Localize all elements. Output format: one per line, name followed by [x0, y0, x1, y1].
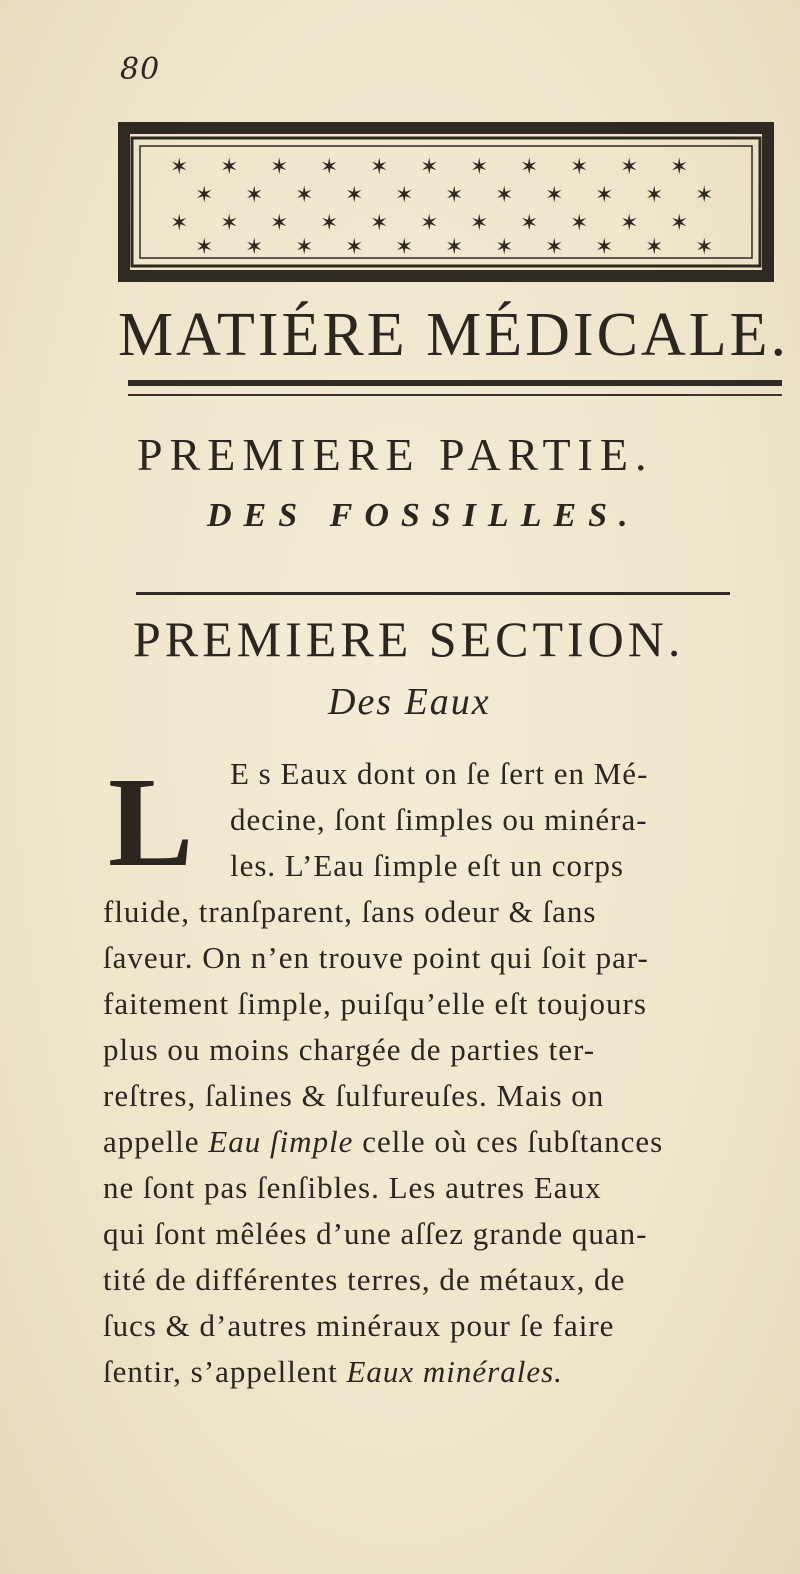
svg-text:✶: ✶ — [170, 155, 189, 180]
page-number: 80 — [120, 52, 161, 87]
svg-text:✶: ✶ — [420, 155, 439, 180]
decorative-header-ornament — [118, 118, 774, 288]
svg-text:✶: ✶ — [245, 235, 264, 260]
svg-text:✶: ✶ — [695, 235, 714, 260]
svg-text:✶: ✶ — [220, 155, 239, 180]
svg-text:✶: ✶ — [195, 183, 214, 208]
svg-text:✶: ✶ — [620, 211, 639, 236]
body-line: les. L’Eau ſimple eſt un corps — [230, 848, 624, 883]
body-line: reſtres, ſalines & ſulfureuſes. Mais on — [103, 1078, 605, 1113]
svg-text:✶: ✶ — [395, 235, 414, 260]
svg-text:✶: ✶ — [495, 235, 514, 260]
body-text: celle où ces ſubſtances — [353, 1124, 664, 1159]
svg-text:✶: ✶ — [295, 183, 314, 208]
body-line: faitement ſimple, puiſqu’elle eſt toujours — [103, 986, 647, 1021]
svg-text:✶: ✶ — [370, 155, 389, 180]
body-line: decine, ſont ſimples ou minéra- — [230, 802, 648, 837]
svg-text:✶: ✶ — [395, 183, 414, 208]
svg-text:✶: ✶ — [570, 155, 589, 180]
svg-text:✶: ✶ — [370, 211, 389, 236]
section-title: PREMIERE SECTION. — [133, 611, 685, 667]
body-line: plus ou moins chargée de parties ter- — [103, 1032, 596, 1067]
body-line: E s Eaux dont on ſe ſert en Mé- — [230, 756, 649, 791]
body-line: ſaveur. On n’en trouve point qui ſoit par- — [103, 940, 649, 975]
svg-text:✶: ✶ — [320, 155, 339, 180]
svg-text:✶: ✶ — [595, 183, 614, 208]
svg-text:✶: ✶ — [570, 211, 589, 236]
section-subtitle: Des Eaux — [328, 681, 491, 723]
body-line — [103, 1354, 563, 1390]
svg-text:✶: ✶ — [595, 235, 614, 260]
svg-text:✶: ✶ — [245, 183, 264, 208]
svg-text:✶: ✶ — [420, 211, 439, 236]
svg-text:✶: ✶ — [345, 183, 364, 208]
body-line: ſucs & d’autres minéraux pour ſe faire — [103, 1308, 615, 1343]
svg-text:✶: ✶ — [495, 183, 514, 208]
svg-text:✶: ✶ — [270, 155, 289, 180]
body-text: appelle — [103, 1124, 209, 1159]
svg-text:✶: ✶ — [645, 235, 664, 260]
svg-text:✶: ✶ — [520, 211, 539, 236]
body-text: ſentir, s’appellent — [103, 1354, 347, 1389]
italic-term: Eau ſimple — [208, 1124, 354, 1159]
part-subtitle: DES FOSSILLES. — [207, 497, 640, 534]
svg-text:✶: ✶ — [670, 211, 689, 236]
svg-text:✶: ✶ — [220, 211, 239, 236]
section-divider — [136, 592, 730, 595]
svg-text:✶: ✶ — [695, 183, 714, 208]
svg-text:✶: ✶ — [645, 183, 664, 208]
book-section-title: MATIÉRE MÉDICALE. — [118, 301, 789, 369]
svg-text:✶: ✶ — [295, 235, 314, 260]
svg-text:✶: ✶ — [670, 155, 689, 180]
svg-text:✶: ✶ — [545, 183, 564, 208]
body-line — [103, 1124, 663, 1160]
svg-text:✶: ✶ — [545, 235, 564, 260]
part-title: PREMIERE PARTIE. — [137, 429, 654, 480]
svg-text:✶: ✶ — [470, 211, 489, 236]
svg-text:✶: ✶ — [445, 183, 464, 208]
drop-cap: L — [108, 751, 194, 893]
body-line: ne ſont pas ſenſibles. Les autres Eaux — [103, 1170, 602, 1205]
svg-text:✶: ✶ — [320, 211, 339, 236]
body-line: qui ſont mêlées d’une aſſez grande quan- — [103, 1216, 648, 1251]
svg-text:✶: ✶ — [470, 155, 489, 180]
body-line: tité de différentes terres, de métaux, de — [103, 1262, 626, 1297]
svg-text:✶: ✶ — [170, 211, 189, 236]
svg-text:✶: ✶ — [520, 155, 539, 180]
italic-term: Eaux minérales. — [346, 1354, 563, 1389]
svg-text:✶: ✶ — [445, 235, 464, 260]
double-rule-thick — [128, 380, 782, 386]
svg-text:✶: ✶ — [270, 211, 289, 236]
double-rule-thin — [128, 394, 782, 396]
body-line: fluide, tranſparent, ſans odeur & ſans — [103, 894, 597, 929]
svg-text:✶: ✶ — [620, 155, 639, 180]
svg-text:✶: ✶ — [195, 235, 214, 260]
svg-text:✶: ✶ — [345, 235, 364, 260]
